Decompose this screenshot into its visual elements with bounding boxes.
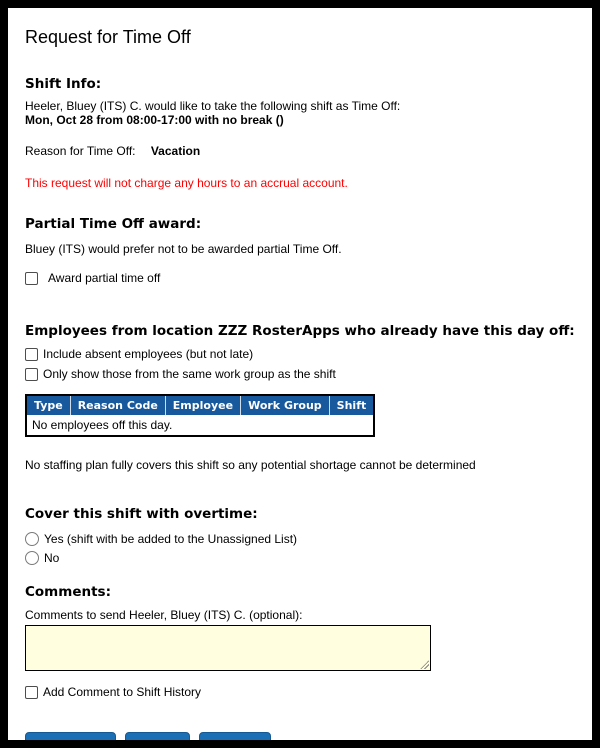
accrual-notice: This request will not charge any hours to an accrual account.: [25, 176, 348, 190]
column-header-shift: Shift: [329, 395, 374, 415]
column-header-type: Type: [26, 395, 70, 415]
overtime-yes-radio-label[interactable]: Yes (shift with be added to the Unassigned List): [44, 532, 298, 546]
overtime-no-radio-label[interactable]: No: [44, 551, 60, 565]
award-partial-checkbox-row[interactable]: [25, 271, 575, 285]
resize-handle-icon[interactable]: [420, 660, 429, 669]
overtime-no-radio-row[interactable]: [25, 551, 575, 565]
overtime-heading: Cover this shift with overtime:: [25, 506, 258, 522]
include-absent-checkbox[interactable]: [25, 348, 38, 361]
reason-label: Reason for Time Off:: [25, 144, 136, 158]
award-partial-checkbox-label[interactable]: Award partial time off: [48, 271, 161, 285]
page-title: Request for Time Off: [25, 27, 191, 47]
column-header-employee: Employee: [165, 395, 240, 415]
add-comment-history-checkbox-label[interactable]: Add Comment to Shift History: [43, 685, 202, 699]
include-absent-checkbox-row[interactable]: [25, 347, 575, 361]
staffing-note: No staffing plan fully covers this shift so any potential shortage cannot be determined: [25, 458, 476, 472]
overtime-no-radio[interactable]: [25, 551, 39, 565]
comments-textarea[interactable]: [25, 625, 431, 671]
table-row: [26, 415, 374, 436]
add-comment-history-checkbox-row[interactable]: [25, 685, 575, 699]
shift-info-heading: Shift Info:: [25, 76, 102, 92]
table-empty-message: No employees off this day.: [26, 415, 374, 436]
cancel-button[interactable]: Cancel: [199, 732, 271, 748]
award-partial-checkbox[interactable]: [25, 272, 38, 285]
partial-award-heading: Partial Time Off award:: [25, 216, 202, 232]
shift-details: Mon, Oct 28 from 08:00-17:00 with no break (): [25, 113, 284, 127]
employees-off-heading: Employees from location ZZZ RosterApps who already have this day off:: [25, 323, 575, 339]
actions-row: [25, 732, 575, 748]
page-content: [8, 8, 592, 748]
same-work-group-checkbox[interactable]: [25, 368, 38, 381]
employees-off-table-header-row: [26, 395, 374, 415]
reason-value: Vacation: [150, 144, 201, 158]
approve-button[interactable]: Approve: [25, 732, 116, 748]
overtime-yes-radio[interactable]: [25, 532, 39, 546]
column-header-work-group: Work Group: [241, 395, 330, 415]
partial-preference-note: Bluey (ITS) would prefer not to be awarded partial Time Off.: [25, 242, 342, 256]
column-header-reason-code: Reason Code: [70, 395, 165, 415]
include-absent-checkbox-label[interactable]: Include absent employees (but not late): [43, 347, 254, 361]
overtime-yes-radio-row[interactable]: [25, 532, 575, 546]
employees-off-table: [25, 394, 375, 437]
comments-heading: Comments:: [25, 584, 111, 600]
same-work-group-checkbox-label[interactable]: Only show those from the same work group as the shift: [43, 367, 336, 381]
comments-label: Comments to send Heeler, Bluey (ITS) C. (optional):: [25, 608, 303, 622]
add-comment-history-checkbox[interactable]: [25, 686, 38, 699]
same-work-group-checkbox-row[interactable]: [25, 367, 575, 381]
comments-textarea-wrap: [25, 625, 431, 671]
deny-button[interactable]: Deny: [125, 732, 190, 748]
reason-row: [25, 144, 575, 158]
shift-request-line: Heeler, Bluey (ITS) C. would like to take the following shift as Time Off:: [25, 99, 401, 113]
